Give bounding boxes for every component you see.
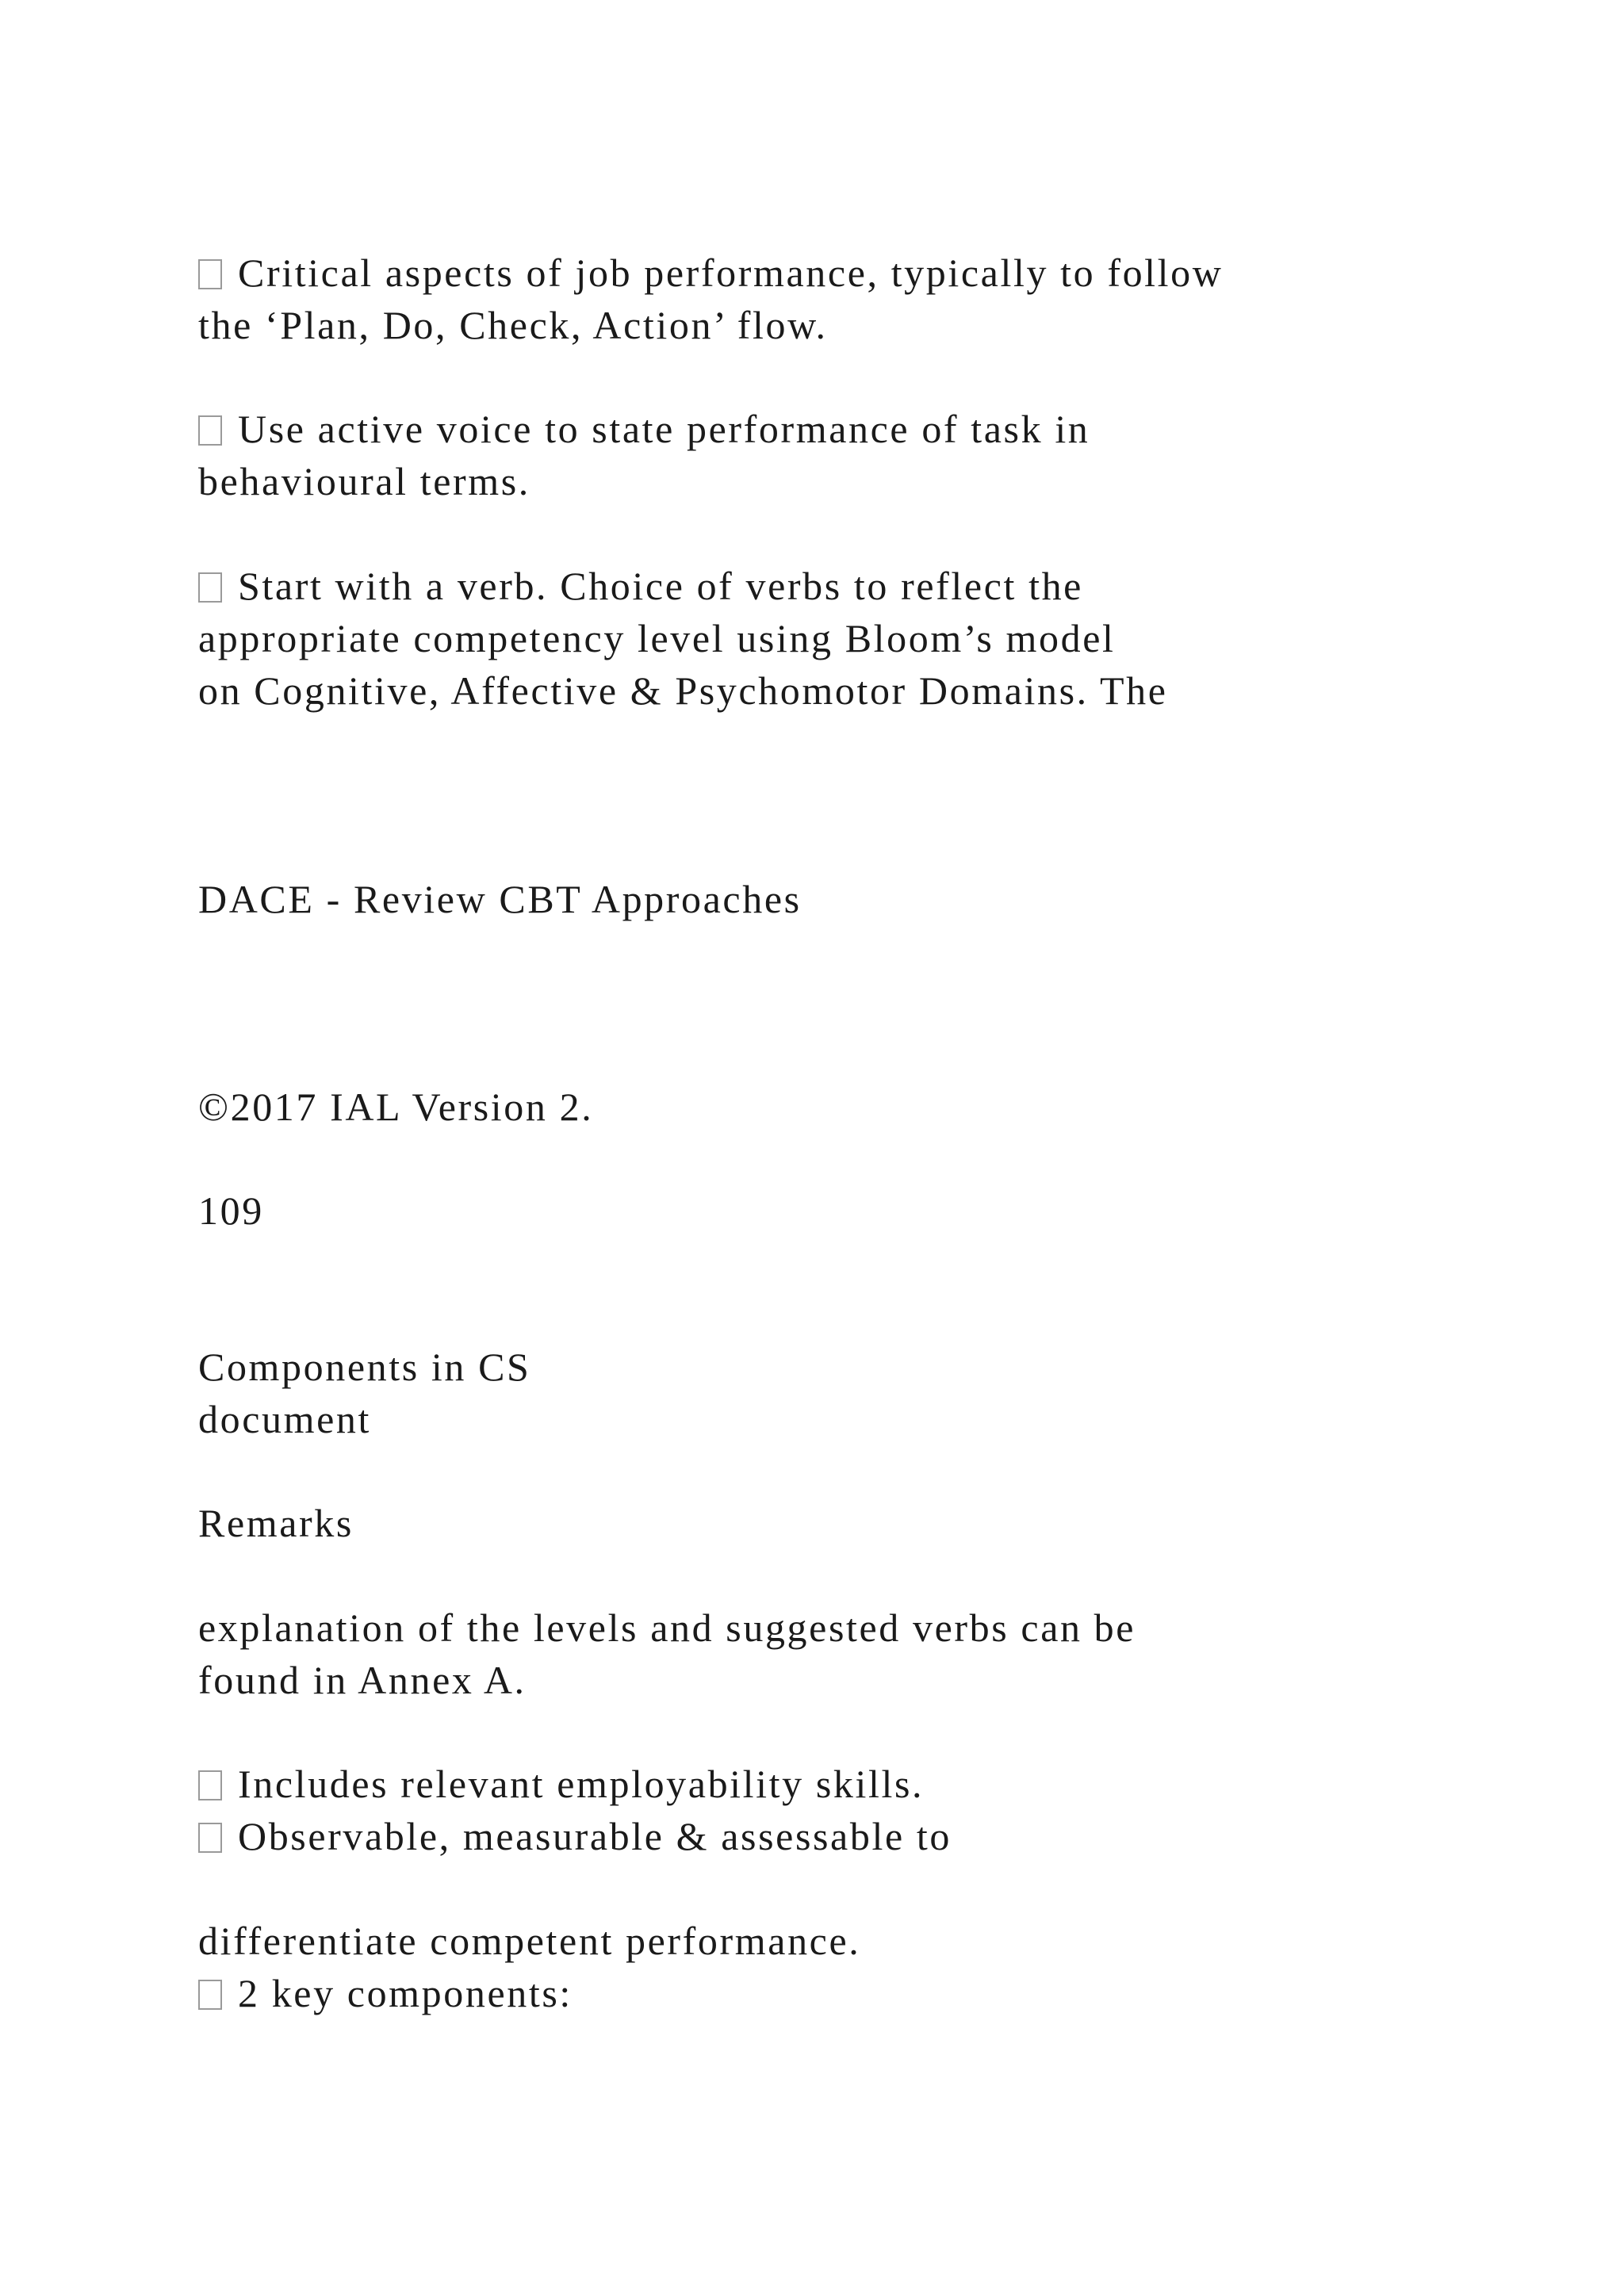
table-header-components-cont: document [198,1397,371,1441]
table-header-remarks: Remarks [198,1501,354,1545]
missing-glyph-bullet-icon [198,572,222,603]
missing-glyph-bullet-icon [198,1823,222,1853]
bullet-observable [198,1810,952,1862]
page-number: 109 [198,1188,264,1233]
bullet-critical-aspects [198,247,1223,299]
text-line: explanation of the levels and suggested verbs can be [198,1605,1136,1650]
bullet-active-voice [198,403,1090,455]
text-line: the ‘Plan, Do, Check, Action’ flow. [198,303,828,347]
text-line: behavioural terms. [198,459,530,503]
bullet-text: Start with a verb. Choice of verbs to reflect the [238,564,1083,608]
bullet-employability [198,1758,924,1810]
bullet-key-components [198,1967,573,2019]
missing-glyph-bullet-icon [198,259,222,289]
bullet-start-with-verb [198,560,1083,612]
bullet-text: Use active voice to state performance of task in [238,407,1090,451]
text-line: on Cognitive, Affective & Psychomotor Domains. The [198,668,1168,713]
missing-glyph-bullet-icon [198,415,222,446]
bullet-text: Includes relevant employability skills. [238,1762,925,1806]
bullet-text: Observable, measurable & assessable to [238,1814,952,1858]
missing-glyph-bullet-icon [198,1980,222,2010]
bullet-text: 2 key components: [238,1971,573,2015]
text-line: found in Annex A. [198,1658,527,1702]
missing-glyph-bullet-icon [198,1770,222,1800]
table-header-components: Components in CS [198,1345,531,1389]
footer-title: DACE - Review CBT Approaches [198,877,802,921]
text-line: appropriate competency level using Bloom’s model [198,616,1116,660]
text-line: differentiate competent performance. [198,1919,861,1963]
bullet-text: Critical aspects of job performance, typically to follow [238,251,1224,295]
footer-copyright: ©2017 IAL Version 2. [198,1085,594,1129]
